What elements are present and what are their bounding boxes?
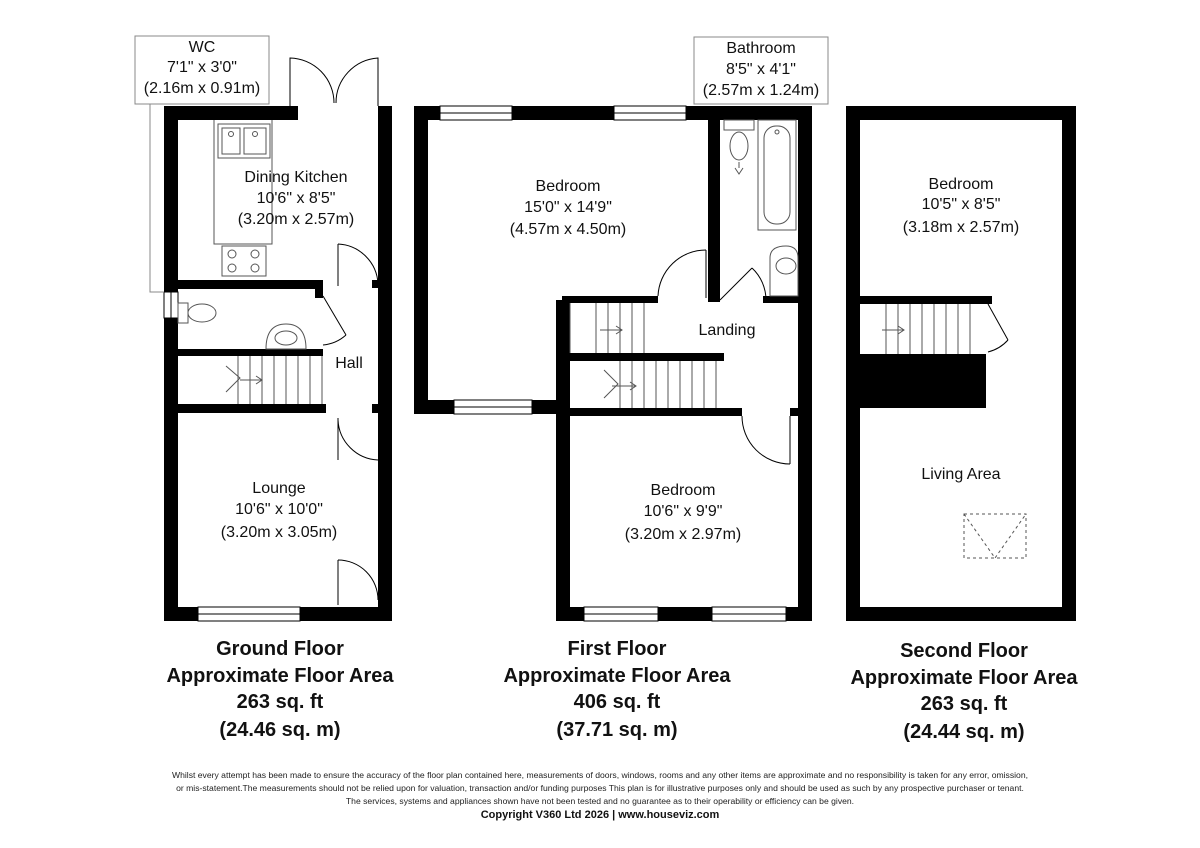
second-bedroom-size-metric: (3.20m x 2.97m) xyxy=(624,526,742,543)
first-floor-area-sqm: (37.71 sq. m) xyxy=(556,719,678,741)
first-floor-area-label: Approximate Floor Area xyxy=(503,665,731,687)
second-floor-title: Second Floor xyxy=(900,640,1028,662)
bathroom-size-metric: (2.57m x 1.24m) xyxy=(702,82,820,99)
second-floor-door xyxy=(988,304,1008,352)
landing-name: Landing xyxy=(698,322,756,339)
ground-floor-area-sqft: 263 sq. ft xyxy=(236,691,324,713)
kitchen-french-doors xyxy=(290,58,378,120)
first-floor-area-sqft: 406 sq. ft xyxy=(573,691,661,713)
first-floor-plan xyxy=(414,37,828,621)
dining-kitchen-size-metric: (3.20m x 2.57m) xyxy=(237,211,355,228)
copyright-notice: Copyright V360 Ltd 2026 | www.houseviz.com xyxy=(480,809,720,821)
first-floor-title: First Floor xyxy=(567,638,667,660)
attic-bedroom-size-metric: (3.18m x 2.57m) xyxy=(902,219,1020,236)
disclaimer-line-1: Whilst every attempt has been made to ensure the accuracy of the floor plan contained here, measurements of doors, windows, rooms and any other items are approximate and no responsibility is taken for any error, omission, xyxy=(172,770,1028,780)
ground-floor-doors xyxy=(323,244,378,605)
dining-kitchen-size-imperial: 10'6" x 8'5" xyxy=(256,190,336,207)
wc-name: WC xyxy=(188,39,216,56)
wc-fixtures xyxy=(178,303,306,349)
second-floor-stairs xyxy=(882,304,970,354)
lounge-size-metric: (3.20m x 3.05m) xyxy=(220,524,338,541)
disclaimer-line-3: The services, systems and appliances shown have not been tested and no guarantee as to their operability or efficiency can be given. xyxy=(345,796,855,806)
main-bedroom-size-imperial: 15'0" x 14'9" xyxy=(524,199,612,216)
first-floor-windows xyxy=(440,106,786,621)
attic-bedroom-name: Bedroom xyxy=(928,176,994,193)
bathroom-size-imperial: 8'5" x 4'1" xyxy=(726,61,796,78)
first-floor-walls xyxy=(414,106,812,621)
living-area-name: Living Area xyxy=(921,466,1001,483)
ground-floor-title: Ground Floor xyxy=(216,638,344,660)
lounge-name: Lounge xyxy=(252,480,306,497)
ground-floor-area-label: Approximate Floor Area xyxy=(166,665,394,687)
second-floor-area-sqm: (24.44 sq. m) xyxy=(903,721,1025,743)
main-bedroom-name: Bedroom xyxy=(535,178,601,195)
wc-size-imperial: 7'1" x 3'0" xyxy=(167,59,237,76)
bathroom-name: Bathroom xyxy=(726,40,796,57)
main-bedroom-size-metric: (4.57m x 4.50m) xyxy=(509,221,627,238)
second-floor-area-sqft: 263 sq. ft xyxy=(920,693,1008,715)
attic-bedroom-size-imperial: 10'5" x 8'5" xyxy=(921,196,1001,213)
second-floor-area-label: Approximate Floor Area xyxy=(850,667,1078,689)
floor-titles xyxy=(166,638,1078,743)
dining-kitchen-name: Dining Kitchen xyxy=(244,169,348,186)
ground-floor-stairs xyxy=(226,356,322,404)
second-bedroom-size-imperial: 10'6" x 9'9" xyxy=(643,503,723,520)
wc-size-metric: (2.16m x 0.91m) xyxy=(143,80,261,97)
bathroom-fixtures xyxy=(724,120,798,296)
hall-name: Hall xyxy=(335,355,363,372)
lounge-size-imperial: 10'6" x 10'0" xyxy=(235,501,323,518)
second-bedroom-name: Bedroom xyxy=(650,482,716,499)
disclaimer-line-2: or mis-statement.The measurements should not be relied upon for valuation, transaction and/or funding purposes This plan is for illustrative purposes only and should be used as such by any prospective purchaser or tenant. xyxy=(176,783,1024,793)
ground-floor-area-sqm: (24.46 sq. m) xyxy=(219,719,341,741)
skylight xyxy=(964,514,1026,558)
